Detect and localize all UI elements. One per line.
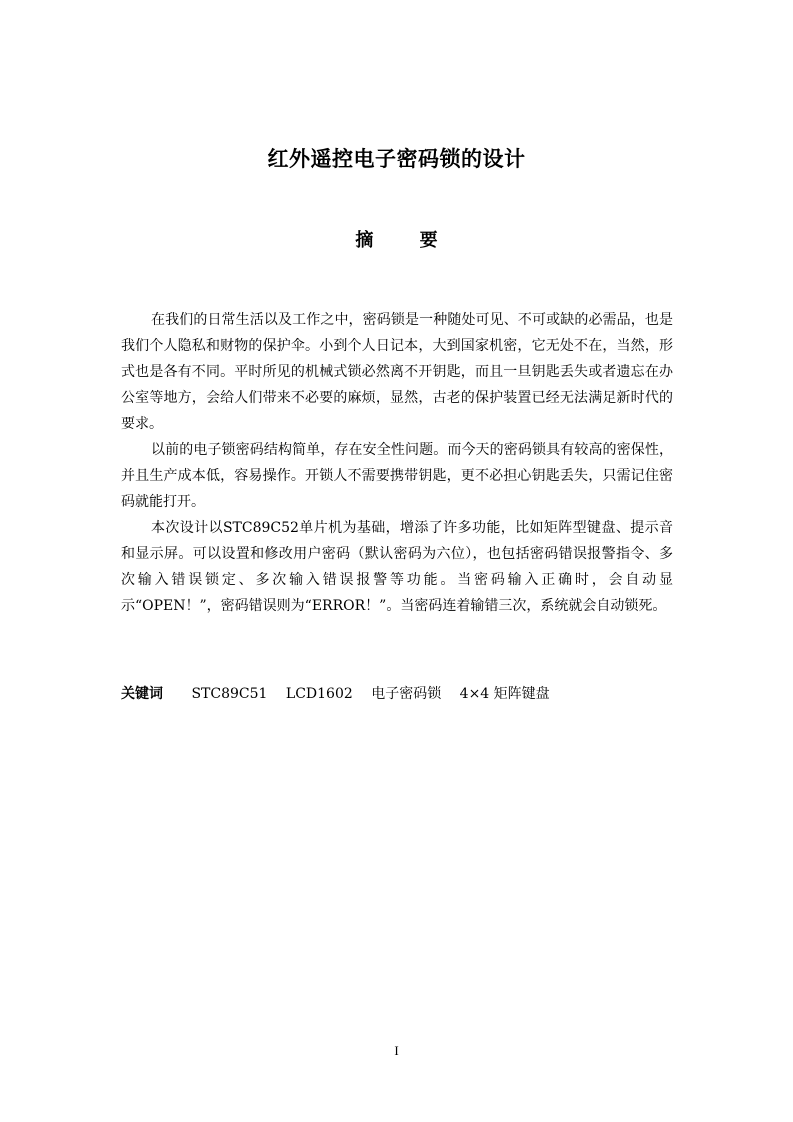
page-number: I: [394, 1043, 399, 1058]
abstract-paragraph-1: 在我们的日常生活以及工作之中，密码锁是一种随处可见、不可或缺的必需品，也是我们个人隐私和财物的保护伞。小到个人日记本，大到国家机密，它无处不在，当然，形式也是各有不同。平时所见的机械式锁必然离不开钥匙，而且一旦钥匙丢失或者遗忘在办公室等地方，会给人们带来不必要的麻烦，显然，古老的保护装置已经无法满足新时代的要求。: [121, 312, 673, 432]
keyword-item: LCD1602: [285, 686, 353, 702]
keyword-item: 4×4 矩阵键盘: [459, 686, 550, 702]
abstract-paragraph-2: 以前的电子锁密码结构简单，存在安全性问题。而今天的密码锁具有较高的密保性，并且生产成本低，容易操作。开锁人不需要携带钥匙，更不必担心钥匙丢失，只需记住密码就能打开。: [121, 442, 673, 510]
keywords-label: 关键词: [121, 686, 163, 702]
abstract-body: [121, 307, 673, 619]
paper-title: 红外遥控电子密码锁的设计: [267, 147, 526, 171]
abstract-paragraph-3: 本次设计以STC89C52单片机为基础，增添了许多功能，比如矩阵型键盘、提示音和显示屏。可以设置和修改用户密码（默认密码为六位），也包括密码错误报警指令、多次输入错误锁定、多次输入错误报警等功能。当密码输入正确时，会自动显示“OPEN！”，密码错误则为“ERROR！”。当密码连着输错三次，系统就会自动锁死。: [121, 520, 673, 614]
abstract-heading: 摘 要: [355, 230, 458, 251]
keyword-item: STC89C51: [191, 686, 268, 702]
keyword-item: 电子密码锁: [371, 686, 442, 702]
keywords-line: [121, 681, 673, 707]
